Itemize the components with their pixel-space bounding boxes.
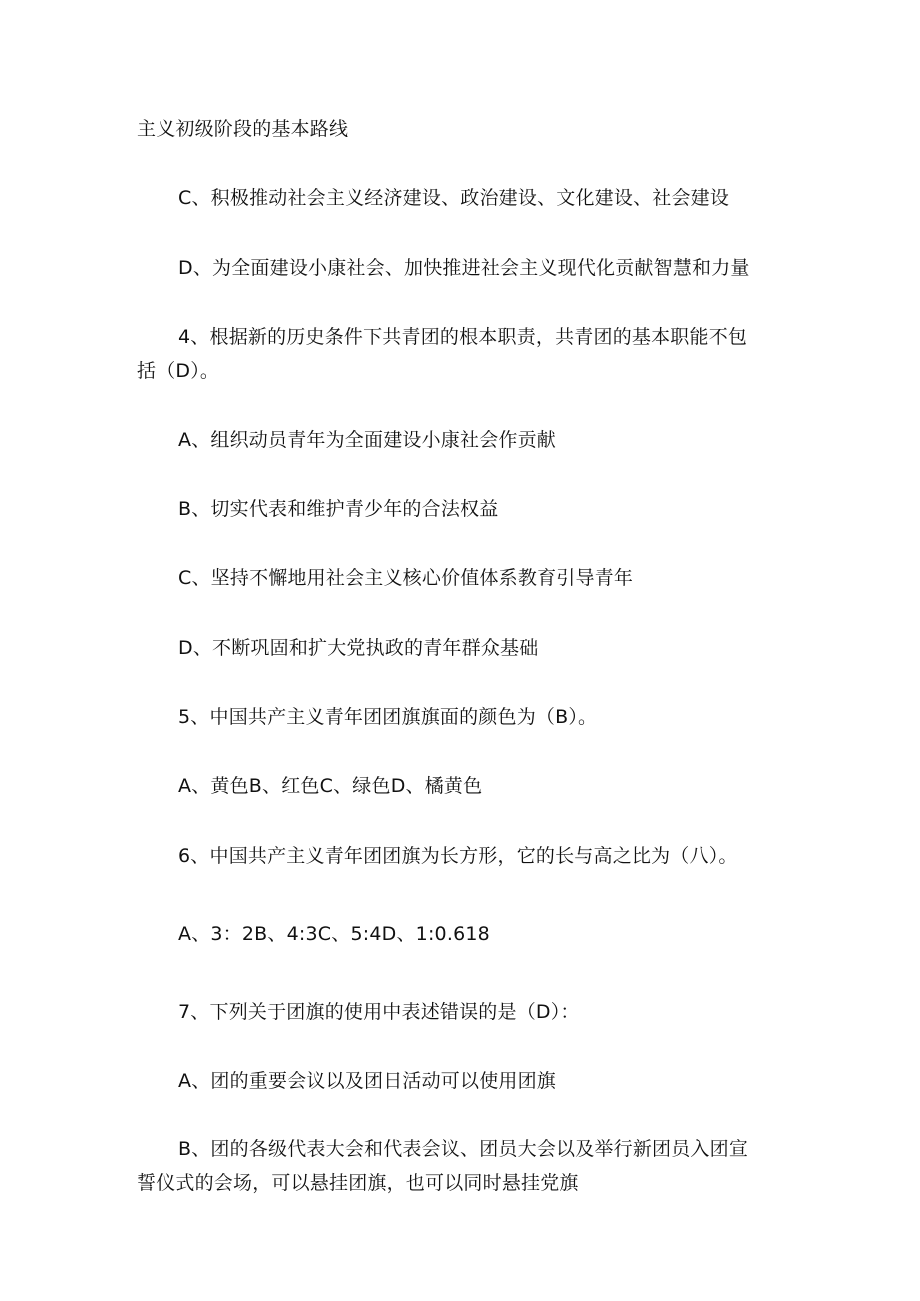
option-c: C、坚持不懈地用社会主义核心价值体系教育引导青年: [178, 567, 634, 589]
question-4: 4、根据新的历史条件下共青团的根本职责，共青团的基本职能不包: [178, 326, 748, 348]
question-5-options: A、黄色B、红色C、绿色D、橘黄色: [178, 775, 483, 797]
option-b: B、团的各级代表大会和代表会议、团员大会以及举行新团员入团宣: [178, 1138, 749, 1160]
option-b-continued: 誓仪式的会场，可以悬挂团旗，也可以同时悬挂党旗: [137, 1172, 579, 1194]
option-a: A、团的重要会议以及团日活动可以使用团旗: [178, 1070, 556, 1092]
question-5: 5、中国共产主义青年团团旗旗面的颜色为（B）。: [178, 706, 598, 728]
question-6: 6、中国共产主义青年团团旗为长方形，它的长与高之比为（八）。: [178, 845, 738, 867]
text-line: 主义初级阶段的基本路线: [137, 118, 349, 140]
question-4-continued: 括（D）。: [137, 360, 220, 382]
option-d: D、不断巩固和扩大党执政的青年群众基础: [178, 637, 539, 659]
option-c: C、积极推动社会主义经济建设、政治建设、文化建设、社会建设: [178, 187, 730, 209]
option-d: D、为全面建设小康社会、加快推进社会主义现代化贡献智慧和力量: [178, 257, 750, 279]
question-7: 7、下列关于团旗的使用中表述错误的是（D）：: [178, 1001, 580, 1023]
option-b: B、切实代表和维护青少年的合法权益: [178, 498, 499, 520]
question-6-options: A、3：2B、4:3C、5:4D、1:0.618: [178, 923, 490, 945]
option-a: A、组织动员青年为全面建设小康社会作贡献: [178, 429, 556, 451]
